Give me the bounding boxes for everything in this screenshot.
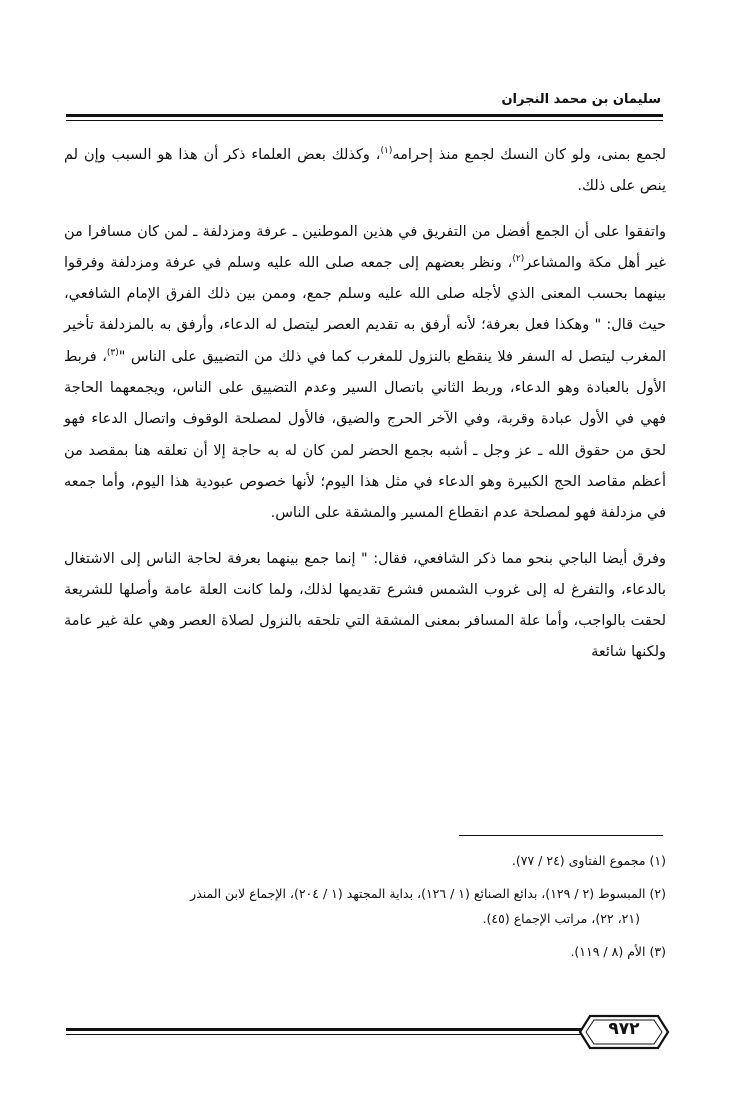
main-text xyxy=(64,140,666,669)
paragraph-2-text-b: ، ونظر بعضهم إلى جمعه صلى الله عليه وسلم في عرفة ومزدلفة وفرقوا بينهما بحسب المعنى الذي لأجله صلى الله عليه وسلم جمع، وممن بين ذلك الفرق الإمام الشافعي، حيث قال: " وهكذا فعل بعرفة؛ لأنه أرفق به تقديم العصر ليتصل له الدعاء، وأرفق به بالمزدلفة تأخير المغرب ليتصل له السفر فلا ينقطع بالنزول للمغرب كما في ذلك من التضييق على الناس " xyxy=(64,254,666,365)
footnote-2 xyxy=(64,881,666,931)
footnote-2-continuation: (٢١، ٢٢)، مراتب الإجماع (٤٥). xyxy=(482,911,640,926)
footer-rule xyxy=(66,1028,660,1031)
page-number: ٩٧٢ xyxy=(608,1019,640,1039)
paragraph-2-text-c: ، فربط الأول بالعبادة وهو الدعاء، وربط الثاني باتصال السير وعدم التضييق على الناس، ويجمعهما الحاجة فهي في الأول عبادة وقربة، وفي الآخر الحرج والضيق، فالأول لمصلحة الوقوف واتصال الدعاء فهو لحق من حقوق الله ـ عز وجل ـ أشبه بجمع الحضر لمن كان له به حاجة إلا أن تعلقه هنا بمقصد من أعظم مقاصد الحج الكبيرة وهو الدعاء في مثل هذا اليوم؛ لأنها خصوص عبودية هذا اليوم، وأما جمعه في مزدلفة فهو لمصلحة عدم انقطاع المسير والمشقة على الناس. xyxy=(64,348,666,522)
paragraph-2 xyxy=(64,217,666,530)
paragraph-3 xyxy=(64,544,666,669)
footnote-separator xyxy=(459,835,663,836)
footnote-1: (١) مجموع الفتاوى (٢٤ / ٧٧). xyxy=(511,853,666,868)
paragraph-2-text-a: واتفقوا على أن الجمع أفضل من التفريق في هذين الموطنين ـ عرفة ومزدلفة ـ لمن كان مسافرا من غير أهل مكة والمشاعر xyxy=(64,223,666,271)
paragraph-3-text: وفرق أيضا الباجي بنحو مما ذكر الشافعي، فقال: " إنما جمع بينهما بعرفة لحاجة الناس إلى الاشتغال بالدعاء، والتفرغ له إلى غروب الشمس فشرع تقديمها لذلك، ولما كانت العلة عامة وأصلها للشريعة لحقت بالواجب، وأما علة المسافر بمعنى المشقة التي تلحقه بالنزول لصلاة العصر وهي علة غير عامة ولكنها شائعة xyxy=(64,550,666,661)
footnote-ref-2: (٢) xyxy=(512,254,525,265)
footnote-ref-1: (١) xyxy=(380,146,393,157)
footer-rule-thin xyxy=(66,1034,660,1035)
header-rule xyxy=(66,114,663,117)
paragraph-1 xyxy=(64,140,666,203)
footnote-3: (٣) الأم (٨ / ١١٩). xyxy=(570,944,666,959)
footnote-2-text: (٢) المبسوط (٢ / ١٢٩)، بدائع الصنائع (١ / ١٢٦)، بداية المجتهد (١ / ٢٠٤)، الإجماع لابن المنذر xyxy=(190,886,666,901)
paragraph-1-text-a: لجمع بمنى، ولو كان النسك لجمع منذ إحرامه xyxy=(392,147,666,163)
footnote-ref-3: (٣) xyxy=(106,347,119,358)
header-rule-thin xyxy=(66,120,663,121)
paragraph-1-text-b: ، وكذلك بعض العلماء ذكر أن هذا هو السبب وإن لم ينص على ذلك. xyxy=(64,147,666,195)
running-head: سليمان بن محمد النجران xyxy=(501,92,661,107)
footnotes xyxy=(64,848,666,972)
